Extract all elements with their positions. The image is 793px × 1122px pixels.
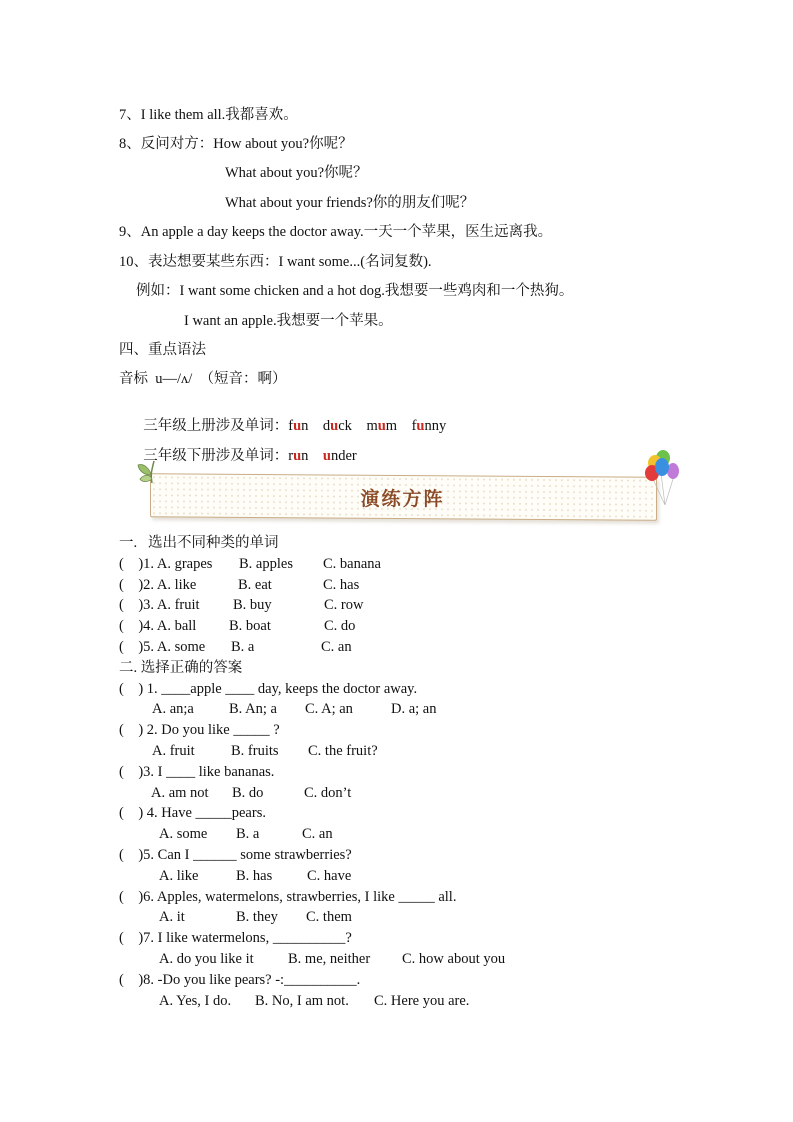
balloons-icon (641, 449, 681, 509)
exercise-2-q1-opt-d: D. a; an (391, 701, 437, 717)
exercise-2-heading: 二. 选择正确的答案 (119, 660, 243, 676)
exercise-2-q2-opt-b: B. fruits (231, 743, 279, 759)
exercise-2-q3-opt-b: B. do (232, 785, 264, 801)
sentence-8-alt-2: What about your friends?你的朋友们呢？ (225, 195, 475, 211)
word-mum: mum (366, 418, 398, 434)
sentence-7: 7、I like them all.我都喜欢。 (119, 107, 298, 123)
exercise-2-q8-opt-c: C. Here you are. (374, 993, 470, 1009)
exercise-2-question-1: ( ) 1. ____apple ____ day, keeps the doctor away. (119, 681, 418, 697)
exercise-1-item-4-b: B. boat (229, 618, 271, 634)
word-fun: fun (288, 418, 309, 434)
exercise-2-q4-opt-b: B. a (236, 826, 260, 842)
exercise-2-q8-opt-a: A. Yes, I do. (159, 993, 232, 1009)
exercise-2-q5-opt-c: C. have (307, 868, 352, 884)
word-under: under (322, 448, 357, 464)
exercise-1-item-5-b: B. a (231, 639, 255, 655)
exercise-1-item-3-c: C. row (324, 597, 364, 613)
exercise-2-q3-opt-c: C. don’t (304, 785, 352, 801)
sentence-10-example-2: I want an apple.我想要一个苹果。 (184, 313, 393, 329)
exercise-2-q1-opt-a: A. an;a (152, 701, 194, 717)
exercise-2-q4-opt-c: C. an (302, 826, 333, 842)
exercise-2-q4-opt-a: A. some (159, 826, 208, 842)
exercise-2-q5-opt-a: A. like (159, 868, 199, 884)
sentence-9: 9、An apple a day keeps the doctor away.一天一个苹果，医生远离我。 (119, 224, 553, 240)
exercise-2-question-2: ( ) 2. Do you like _____ ? (119, 722, 280, 738)
exercise-2-question-4: ( ) 4. Have _____pears. (119, 805, 266, 821)
exercise-1-item-4-c: C. do (324, 618, 356, 634)
exercise-2-q2-opt-c: C. the fruit? (308, 743, 378, 759)
word-duck: duck (322, 418, 352, 434)
phonetic-line: 音标 u—/ʌ/ （短音：啊） (119, 371, 287, 387)
exercise-2-q8-opt-b: B. No, I am not. (255, 993, 349, 1009)
exercise-2-q5-opt-b: B. has (236, 868, 273, 884)
exercise-2-q3-opt-a: A. am not (151, 785, 209, 801)
exercise-1-item-2-b: B. eat (238, 577, 272, 593)
exercise-2-q6-opt-a: A. it (159, 909, 185, 925)
exercise-1-item-2-c: C. has (323, 577, 360, 593)
practice-banner (130, 455, 675, 525)
exercise-2-question-8: ( )8. -Do you like pears? -:__________. (119, 972, 361, 988)
grammar-heading: 四、重点语法 (119, 342, 206, 358)
sentence-8-alt-1: What about you?你呢？ (225, 165, 368, 181)
exercise-1-item-2: ( )2. A. like (119, 577, 197, 593)
exercise-1-item-5-c: C. an (321, 639, 352, 655)
sentence-8: 8、反问对方：How about you?你呢？ (119, 136, 353, 152)
sentence-10-example-1: 例如：I want some chicken and a hot dog.我想要一些鸡肉和一个热狗。 (136, 283, 574, 299)
word-run: run (288, 448, 309, 464)
exercise-1-item-5: ( )5. A. some (119, 639, 206, 655)
exercise-2-question-3: ( )3. I ____ like bananas. (119, 764, 275, 780)
exercise-1-item-3-b: B. buy (233, 597, 272, 613)
grade3-lower-label: 三年级下册涉及单词： (143, 448, 289, 464)
exercise-2-question-7: ( )7. I like watermelons, __________? (119, 930, 352, 946)
exercise-2-q6-opt-c: C. them (306, 909, 352, 925)
grade3-upper-label: 三年级上册涉及单词： (143, 418, 289, 434)
exercise-1-item-1-c: C. banana (323, 556, 381, 572)
exercise-2-q1-opt-b: B. An; a (229, 701, 277, 717)
sentence-10: 10、表达想要某些东西：I want some...(名词复数). (119, 254, 432, 270)
exercise-2-q7-opt-b: B. me, neither (288, 951, 371, 967)
exercise-1-heading: 一. 选出不同种类的单词 (119, 535, 279, 551)
exercise-2-question-5: ( )5. Can I ______ some strawberries? (119, 847, 352, 863)
exercise-1-item-4: ( )4. A. ball (119, 618, 197, 634)
exercise-2-q1-opt-c: C. A; an (305, 701, 353, 717)
banner-title: 演练方阵 (360, 488, 445, 510)
exercise-2-q6-opt-b: B. they (236, 909, 278, 925)
exercise-2-q7-opt-a: A. do you like it (159, 951, 254, 967)
exercise-1-item-1: ( )1. A. grapes (119, 556, 213, 572)
exercise-2-question-6: ( )6. Apples, watermelons, strawberries, I like _____ all. (119, 889, 457, 905)
exercise-2-q7-opt-c: C. how about you (402, 951, 506, 967)
exercise-1-item-3: ( )3. A. fruit (119, 597, 200, 613)
exercise-1-item-1-b: B. apples (239, 556, 293, 572)
exercise-2-q2-opt-a: A. fruit (152, 743, 195, 759)
word-funny: funny (411, 418, 447, 434)
